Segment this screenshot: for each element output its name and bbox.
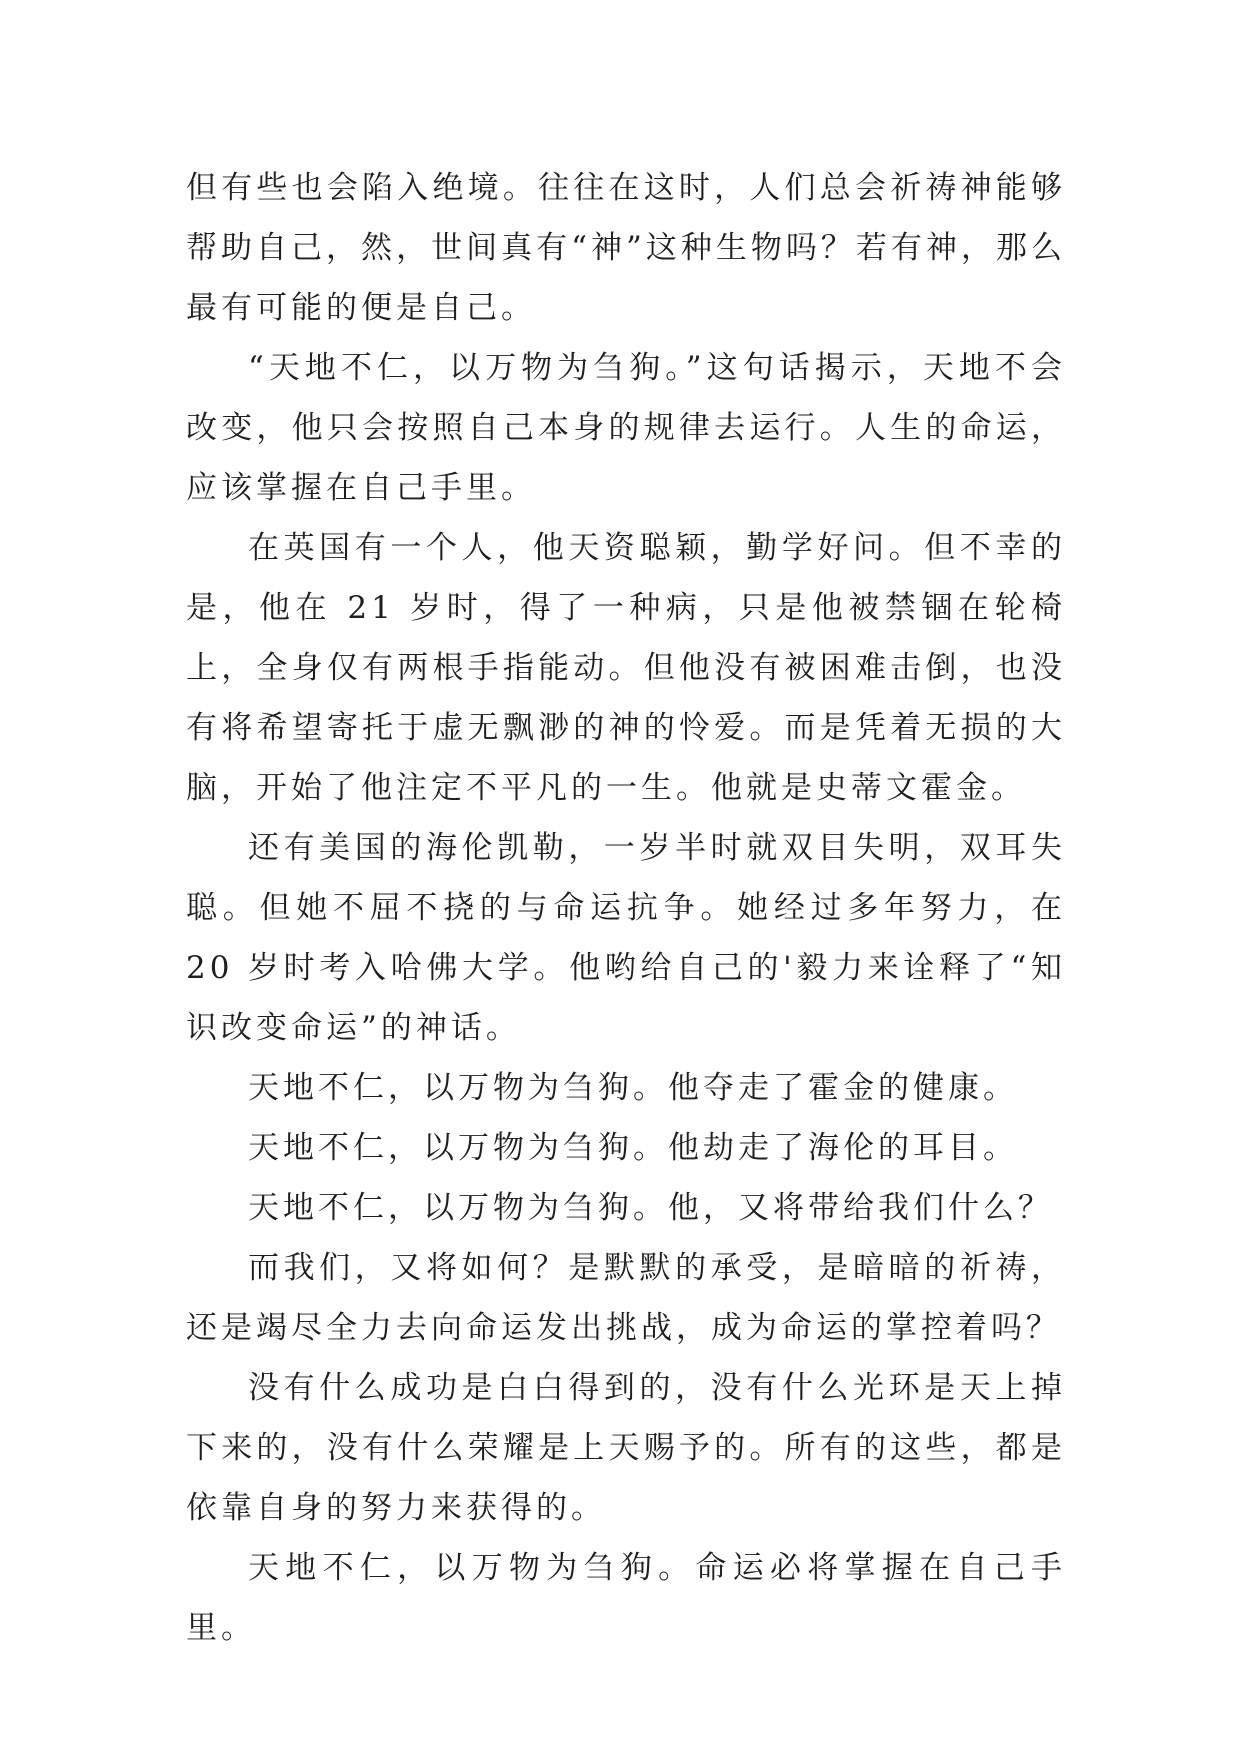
- paragraph-9: 没有什么成功是白白得到的，没有什么光环是天上掉下来的，没有什么荣耀是上天赐予的。所有的这些，都是依靠自身的努力来获得的。: [186, 1370, 1066, 1526]
- paragraph-5: 天地不仁，以万物为刍狗。他夺走了霍金的健康。: [248, 1070, 1018, 1106]
- paragraph-7: 天地不仁，以万物为刍狗。他，又将带给我们什么？: [248, 1190, 1053, 1226]
- paragraph-3: 在英国有一个人，他天资聪颖，勤学好问。但不幸的是，他在 21 岁时，得了一种病，只是他被禁锢在轮椅上，全身仅有两根手指能动。但他没有被困难击倒，也没有将希望寄托于虚无飘渺的神的怜爱。而是凭着无损的大脑，开始了他注定不平凡的一生。他就是史蒂文霍金。: [186, 530, 1066, 806]
- document-body: [186, 158, 1066, 1658]
- paragraph-6: 天地不仁，以万物为刍狗。他劫走了海伦的耳目。: [248, 1130, 1018, 1166]
- paragraph-1: 但有些也会陷入绝境。往往在这时，人们总会祈祷神能够帮助自己，然，世间真有“神”这种生物吗？若有神，那么最有可能的便是自己。: [186, 170, 1066, 326]
- paragraph-10: 天地不仁，以万物为刍狗。命运必将掌握在自己手里。: [186, 1550, 1066, 1646]
- paragraph-8: 而我们，又将如何？是默默的承受，是暗暗的祈祷，还是竭尽全力去向命运发出挑战，成为命运的掌控着吗？: [186, 1250, 1066, 1346]
- paragraph-4: 还有美国的海伦凯勒，一岁半时就双目失明，双耳失聪。但她不屈不挠的与命运抗争。她经过多年努力，在 20 岁时考入哈佛大学。他哟给自己的'毅力来诠释了“知识改变命运”的神话。: [186, 830, 1066, 1046]
- paragraph-2: “天地不仁，以万物为刍狗。”这句话揭示，天地不会改变，他只会按照自己本身的规律去运行。人生的命运，应该掌握在自己手里。: [186, 350, 1066, 506]
